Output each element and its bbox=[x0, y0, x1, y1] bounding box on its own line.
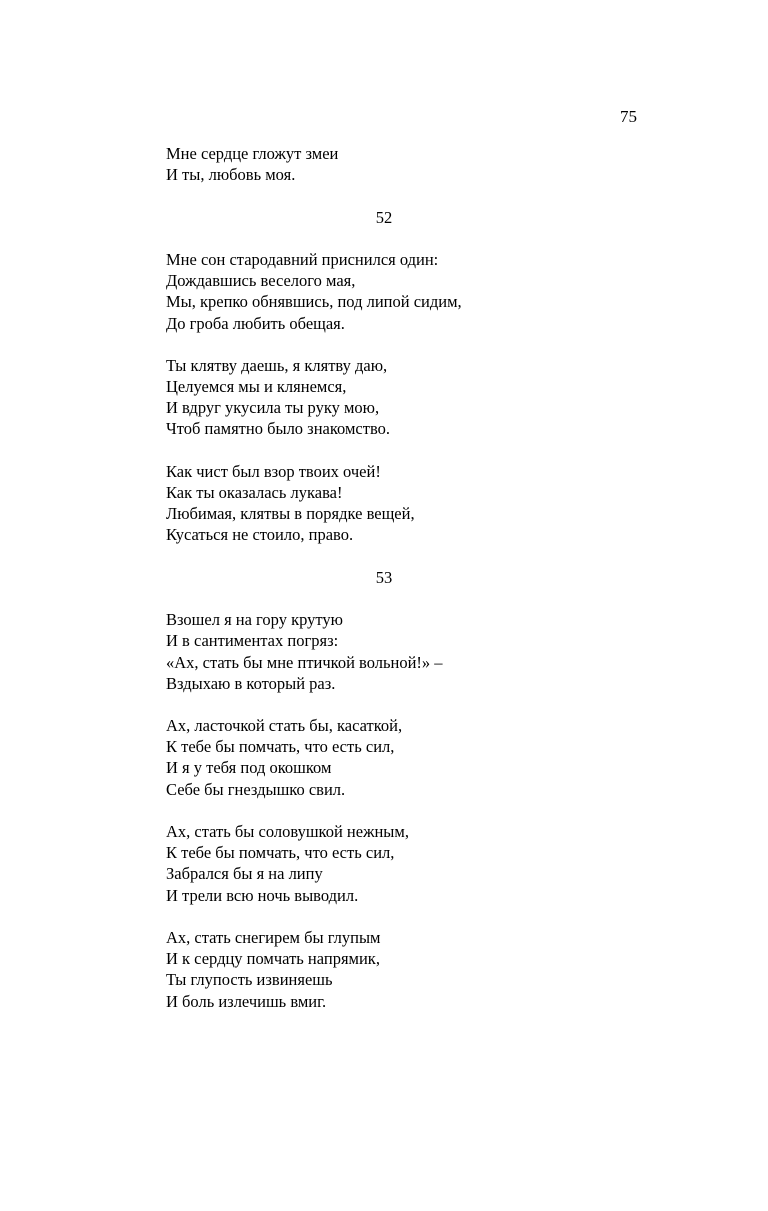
verse-line: И в сантиментах погряз: bbox=[166, 631, 339, 651]
verse-line: Себе бы гнездышко свил. bbox=[166, 779, 346, 799]
verse-line: До гроба любить обещая. bbox=[166, 313, 345, 333]
stanza bbox=[166, 927, 646, 1012]
verse-line: Как ты оказалась лукава! bbox=[166, 483, 343, 502]
verse-line: Ах, стать снегирем бы глупым bbox=[166, 927, 381, 947]
verse-line: Как чист был взор твоих очей! bbox=[166, 461, 381, 481]
stanza bbox=[166, 249, 646, 334]
verse-line: Взошел я на гору крутую bbox=[166, 610, 343, 630]
verse-line: Любимая, клятвы в порядке вещей, bbox=[166, 504, 415, 524]
verse-line: «Ах, стать бы мне птичкой вольной!» – bbox=[166, 652, 443, 672]
verse-line: Мне сон стародавний приснился один: bbox=[166, 249, 439, 269]
poem-text bbox=[166, 143, 646, 1012]
verse-line: И к сердцу помчать напрямик, bbox=[166, 949, 380, 969]
verse-line: И трели всю ночь выводил. bbox=[166, 885, 359, 905]
stanza bbox=[166, 609, 646, 694]
verse-line: Ты клятву даешь, я клятву даю, bbox=[166, 355, 388, 375]
stanza bbox=[166, 355, 646, 440]
verse-line: Мне сердце гложут змеи bbox=[166, 144, 339, 163]
poem-number: 53 bbox=[375, 567, 393, 587]
poem-number: 52 bbox=[375, 207, 393, 227]
verse-line: Дождавшись веселого мая, bbox=[166, 271, 356, 291]
verse-line: К тебе бы помчать, что есть сил, bbox=[166, 737, 395, 757]
poem-53 bbox=[166, 609, 646, 1012]
verse-line: Ах, стать бы соловушкой нежным, bbox=[166, 822, 409, 841]
verse-line: Целуемся мы и клянемся, bbox=[166, 377, 347, 397]
verse-line: К тебе бы помчать, что есть сил, bbox=[166, 843, 395, 863]
stanza bbox=[166, 461, 646, 546]
verse-line: Чтоб памятно было знакомство. bbox=[166, 419, 390, 439]
verse-line: Ах, ласточкой стать бы, касаткой, bbox=[166, 716, 403, 736]
verse-line: Ты глупость извиняешь bbox=[166, 970, 333, 990]
verse-line: И боль излечишь вмиг. bbox=[166, 991, 327, 1011]
verse-line: И вдруг укусила ты руку мою, bbox=[166, 398, 380, 418]
page-number: 75 bbox=[620, 107, 637, 126]
stanza bbox=[166, 821, 646, 906]
verse-line: Кусаться не стоило, право. bbox=[166, 525, 354, 545]
verse-line: Вздыхаю в который раз. bbox=[166, 673, 336, 693]
poem-fragment bbox=[166, 143, 646, 185]
verse-line: Мы, крепко обнявшись, под липой сидим, bbox=[166, 292, 462, 312]
verse-line: И я у тебя под окошком bbox=[166, 758, 332, 778]
verse-line: И ты, любовь моя. bbox=[166, 165, 296, 185]
stanza bbox=[166, 715, 646, 800]
poem-52 bbox=[166, 249, 646, 546]
verse-line: Забрался бы я на липу bbox=[166, 864, 323, 884]
